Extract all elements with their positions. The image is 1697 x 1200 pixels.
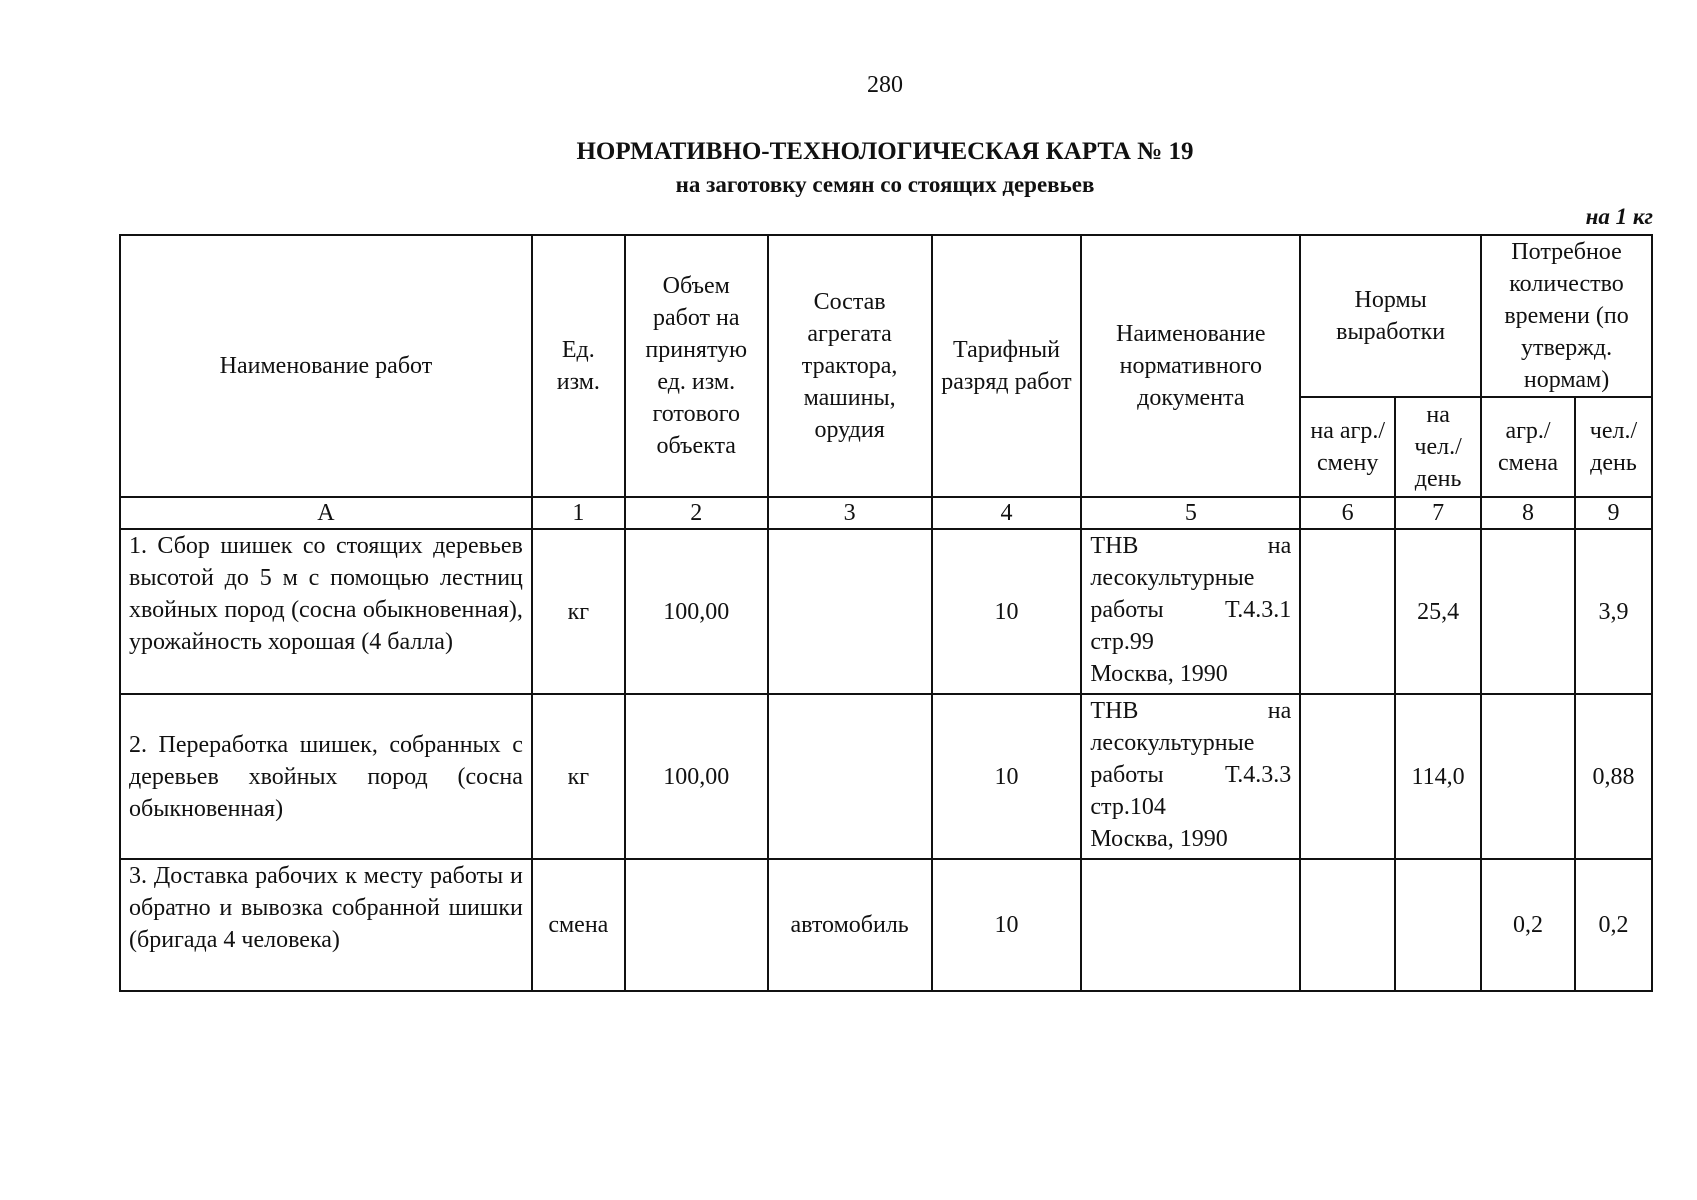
column-number: 6 xyxy=(1300,497,1395,529)
column-number: 1 xyxy=(532,497,625,529)
cell-aggregate xyxy=(768,529,932,694)
header-time-required: Потребное количество времени (по утвержд. нормам) xyxy=(1481,235,1652,397)
column-number: 9 xyxy=(1575,497,1652,529)
cell-aggregate: автомобиль xyxy=(768,859,932,991)
cell-norm-person: 25,4 xyxy=(1395,529,1481,694)
table-row xyxy=(120,694,1652,859)
header-aggregate: Состав агрегата трактора, машины, орудия xyxy=(768,235,932,497)
cell-norm-person: 114,0 xyxy=(1395,694,1481,859)
technology-card-table xyxy=(119,234,1653,992)
cell-tariff: 10 xyxy=(932,859,1082,991)
cell-tariff: 10 xyxy=(932,694,1082,859)
cell-tariff: 10 xyxy=(932,529,1082,694)
cell-time-person: 0,2 xyxy=(1575,859,1652,991)
header-norms: Нормы выработки xyxy=(1300,235,1481,397)
cell-norm-agg xyxy=(1300,859,1395,991)
column-number: А xyxy=(120,497,532,529)
column-number: 7 xyxy=(1395,497,1481,529)
column-number: 4 xyxy=(932,497,1082,529)
cell-time-agg xyxy=(1481,529,1575,694)
cell-work-name: 2. Переработка шишек, собранных с деревьев хвойных пород (сосна обыкновенная) xyxy=(120,694,532,859)
cell-document xyxy=(1081,859,1300,991)
table-row xyxy=(120,859,1652,991)
document-subtitle: на заготовку семян со стоящих деревьев xyxy=(675,172,1095,197)
header-norms-per-agg: на агр./ смену xyxy=(1300,397,1395,497)
header-norms-per-person: на чел./ день xyxy=(1395,397,1481,497)
column-number: 5 xyxy=(1081,497,1300,529)
header-unit: Ед. изм. xyxy=(532,235,625,497)
cell-norm-agg xyxy=(1300,694,1395,859)
column-number-row xyxy=(120,497,1652,529)
column-number: 2 xyxy=(625,497,768,529)
column-number: 3 xyxy=(768,497,932,529)
header-work-name: Наименование работ xyxy=(120,235,532,497)
cell-time-person: 0,88 xyxy=(1575,694,1652,859)
cell-document: ТНВ на лесокультурные работы Т.4.3.3 стр.104 Москва, 1990 xyxy=(1081,694,1300,859)
header-volume: Объем работ на принятую ед. изм. готового объекта xyxy=(625,235,768,497)
cell-unit: кг xyxy=(532,529,625,694)
header-row-main xyxy=(120,235,1652,397)
column-number: 8 xyxy=(1481,497,1575,529)
document-title: НОРМАТИВНО-ТЕХНОЛОГИЧЕСКАЯ КАРТА № 19 xyxy=(576,138,1194,165)
cell-norm-agg xyxy=(1300,529,1395,694)
cell-time-agg: 0,2 xyxy=(1481,859,1575,991)
cell-unit: кг xyxy=(532,694,625,859)
header-time-person: чел./ день xyxy=(1575,397,1652,497)
cell-norm-person xyxy=(1395,859,1481,991)
cell-work-name: 3. Доставка рабочих к месту работы и обратно и вывозка собранной шишки (бригада 4 человека) xyxy=(120,859,532,991)
header-time-agg: агр./ смена xyxy=(1481,397,1575,497)
cell-time-person: 3,9 xyxy=(1575,529,1652,694)
cell-unit: смена xyxy=(532,859,625,991)
cell-aggregate xyxy=(768,694,932,859)
header-document: Наименование нормативного документа xyxy=(1081,235,1300,497)
cell-volume xyxy=(625,859,768,991)
page-number: 280 xyxy=(867,72,903,98)
cell-volume: 100,00 xyxy=(625,529,768,694)
cell-volume: 100,00 xyxy=(625,694,768,859)
cell-document: ТНВ на лесокультурные работы Т.4.3.1 стр.99 Москва, 1990 xyxy=(1081,529,1300,694)
cell-time-agg xyxy=(1481,694,1575,859)
header-tariff: Тарифный разряд работ xyxy=(932,235,1082,497)
unit-note: на 1 кг xyxy=(1585,204,1653,229)
table-row xyxy=(120,529,1652,694)
cell-work-name: 1. Сбор шишек со стоящих деревьев высотой до 5 м с помощью лестниц хвойных пород (сосна обыкновенная), урожайность хорошая (4 балла) xyxy=(120,529,532,694)
